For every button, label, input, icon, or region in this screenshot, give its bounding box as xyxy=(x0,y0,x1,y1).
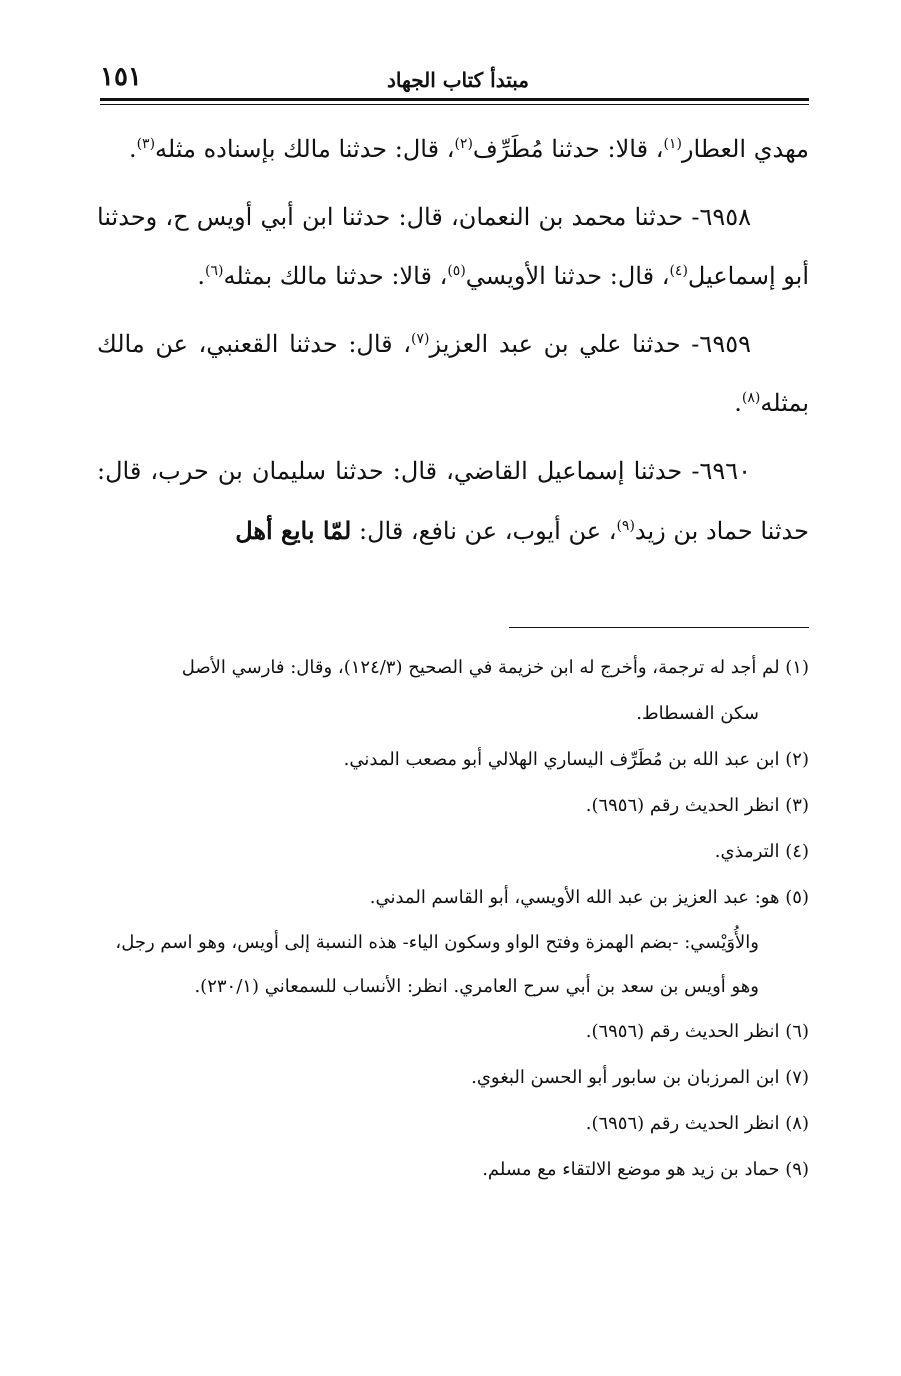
footnote-text: (١) لم أجد له ترجمة، وأخرج له ابن خزيمة في الصحيح (١٢٤/٣)، وقال: فارسي الأصل xyxy=(181,657,809,678)
footnote-text: والأُوَيْسي: -بضم الهمزة وفتح الواو وسكون الياء- هذه النسبة إلى أويس، وهو اسم رجل، وهو أويس بن سعد بن أبي سرح العامري. انظر: الأنساب للسمعاني (٢٣٠/١). xyxy=(115,932,759,997)
main-text xyxy=(97,120,809,570)
text-run: ، قال: حدثنا الأويسي xyxy=(465,262,670,290)
text-run: ، قالا: حدثنا مالك بمثله xyxy=(223,262,448,290)
footnote-3 xyxy=(97,783,809,829)
footnote-ref-4[interactable]: (٤) xyxy=(669,263,688,279)
footnote-4 xyxy=(97,829,809,875)
running-header xyxy=(100,62,809,98)
footnote-7 xyxy=(97,1055,809,1101)
footnote-ref-9[interactable]: (٩) xyxy=(616,518,635,534)
footnote-2 xyxy=(97,737,809,783)
text-run: ، عن أيوب، عن نافع، قال: xyxy=(351,517,617,545)
footnote-text: (٥) هو: عبد العزيز بن عبد الله الأويسي، أبو القاسم المدني. xyxy=(369,887,809,908)
footnote-text: (٧) ابن المرزبان بن سابور أبو الحسن البغوي. xyxy=(471,1067,809,1088)
text-run: ، قال: حدثنا مالك بإسناده مثله xyxy=(155,135,455,163)
footnote-text: (٤) الترمذي. xyxy=(714,841,809,862)
header-rule-thick xyxy=(100,98,809,101)
footnote-ref-5[interactable]: (٥) xyxy=(447,263,466,279)
footnote-ref-3[interactable]: (٣) xyxy=(136,136,156,152)
page-number: ١٥١ xyxy=(100,62,142,92)
hadith-6958 xyxy=(97,188,809,306)
footnote-text: (٩) حماد بن زيد هو موضع الالتقاء مع مسلم. xyxy=(482,1159,809,1180)
hadith-6959 xyxy=(97,315,809,433)
text-run: مهدي العطار xyxy=(681,135,809,163)
paragraph-1 xyxy=(97,120,809,179)
text-run: . xyxy=(128,135,137,163)
footnote-separator xyxy=(509,627,809,628)
footnote-ref-8[interactable]: (٨) xyxy=(741,390,761,406)
bold-text-run: لمّا بايع أهل xyxy=(235,516,352,545)
footnote-ref-1[interactable]: (١) xyxy=(663,136,682,152)
text-run: ، قالا: حدثنا مُطَرِّف xyxy=(472,135,664,163)
footnote-6 xyxy=(97,1009,809,1055)
footnote-ref-6[interactable]: (٦) xyxy=(205,263,224,279)
footnote-5 xyxy=(97,875,809,921)
chapter-title: مبتدأ كتاب الجهاد xyxy=(386,68,529,92)
footnote-text: (٦) انظر الحديث رقم (٦٩٥٦). xyxy=(585,1021,809,1042)
text-run: ٦٩٥٨- حدثنا محمد بن النعمان، قال: حدثنا ابن أبي أويس ح، وحدثنا أبو إسماعيل xyxy=(97,203,809,290)
footnote-ref-2[interactable]: (٢) xyxy=(454,136,473,152)
footnotes xyxy=(97,645,809,1193)
footnote-8 xyxy=(97,1101,809,1147)
footnote-text: (٢) ابن عبد الله بن مُطَرِّف اليساري الهلالي أبو مصعب المدني. xyxy=(343,749,809,770)
text-run: ٦٩٥٩- حدثنا علي بن عبد العزيز xyxy=(429,330,751,358)
footnote-1 xyxy=(97,645,809,737)
footnote-text: (٨) انظر الحديث رقم (٦٩٥٦). xyxy=(585,1113,809,1134)
footnote-5-continued xyxy=(97,921,809,1009)
text-run: ٦٩٦٠- حدثنا إسماعيل القاضي، قال: حدثنا سليمان بن حرب، قال: حدثنا حماد بن زيد xyxy=(97,457,809,545)
footnote-ref-7[interactable]: (٧) xyxy=(411,331,430,347)
hadith-6960 xyxy=(97,442,809,561)
text-run: . xyxy=(734,389,742,417)
header-rule-thin xyxy=(100,104,809,105)
text-run: . xyxy=(197,262,206,290)
text-run: ، قال: حدثنا القعنبي، عن مالك بمثله xyxy=(97,330,809,417)
footnote-text: (٣) انظر الحديث رقم (٦٩٥٦). xyxy=(585,795,809,816)
footnote-continuation: سكن الفسطاط. xyxy=(636,703,759,724)
footnote-9 xyxy=(97,1147,809,1193)
